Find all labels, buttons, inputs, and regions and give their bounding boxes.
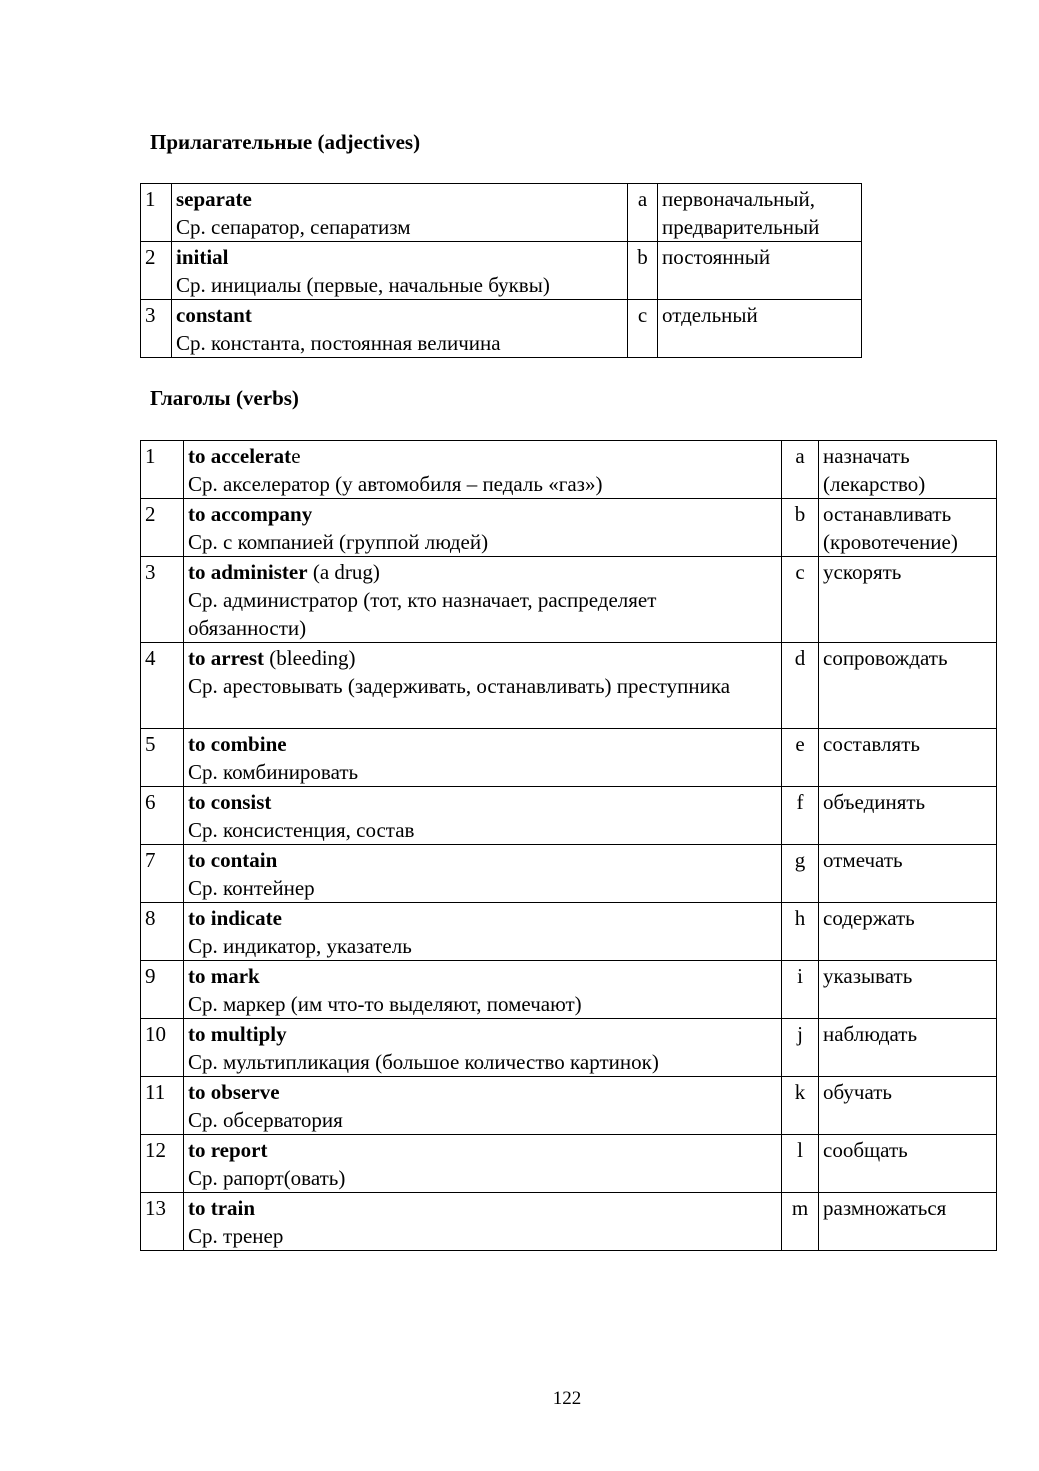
term-cell [172,300,628,358]
term-word: to combine [188,732,287,756]
table-row [141,300,862,358]
table-row [141,441,997,499]
row-number: 8 [141,903,184,961]
term-word: to administer [188,560,308,584]
table-row [141,845,997,903]
cognate-note: Ср. комбинировать [188,760,359,784]
table-row [141,961,997,1019]
cognate-note: Ср. контейнер [188,876,315,900]
translation-cell: сопровождать [819,643,997,729]
term-word: to accelerat [188,444,292,468]
cognate-note: Ср. с компанией (группой людей) [188,530,489,554]
translation-cell: первоначальный, предварительный [658,184,862,242]
row-number: 4 [141,643,184,729]
answer-letter: b [782,499,819,557]
row-number: 1 [141,441,184,499]
term-word: initial [176,245,229,269]
term-cell [184,557,782,643]
translation-cell: постоянный [658,242,862,300]
translation-cell: назначать (лекарство) [819,441,997,499]
term-word: constant [176,303,252,327]
table-row [141,499,997,557]
term-cell [184,643,782,729]
table-row [141,729,997,787]
adjectives-heading: Прилагательные (adjectives) [150,130,421,154]
answer-letter: c [628,300,658,358]
row-number: 3 [141,300,172,358]
verbs-heading: Глаголы (verbs) [150,386,299,410]
adjectives-table [140,183,862,358]
row-number: 12 [141,1135,184,1193]
row-number: 6 [141,787,184,845]
term-word: to consist [188,790,272,814]
row-number: 7 [141,845,184,903]
term-word: to accompany [188,502,313,526]
term-note: (bleeding) [264,646,356,670]
table-row [141,643,997,729]
cognate-note: Ср. константа, постоянная величина [176,331,501,355]
cognate-note: Ср. индикатор, указатель [188,934,412,958]
row-number: 5 [141,729,184,787]
translation-cell: указывать [819,961,997,1019]
table-row [141,1193,997,1251]
table-row [141,184,862,242]
row-number: 3 [141,557,184,643]
cognate-note: Ср. маркер (им что-то выделяют, помечают) [188,992,582,1016]
cognate-note: Ср. мультипликация (большое количество картинок) [188,1050,659,1074]
cognate-note: Ср. тренер [188,1224,284,1248]
term-cell [184,787,782,845]
answer-letter: i [782,961,819,1019]
translation-cell: содержать [819,903,997,961]
term-cell [184,1135,782,1193]
cognate-note: Ср. рапорт(овать) [188,1166,346,1190]
answer-letter: k [782,1077,819,1135]
translation-cell: отдельный [658,300,862,358]
term-word: to multiply [188,1022,287,1046]
table-row [141,557,997,643]
term-cell [184,845,782,903]
table-row [141,903,997,961]
answer-letter: j [782,1019,819,1077]
term-word: to report [188,1138,268,1162]
term-cell [184,1193,782,1251]
translation-cell: ускорять [819,557,997,643]
term-word: to observe [188,1080,280,1104]
term-note: (a drug) [307,560,380,584]
verbs-table-body [141,441,997,1251]
table-row [141,242,862,300]
term-cell [172,184,628,242]
cognate-note: Ср. инициалы (первые, начальные буквы) [176,273,550,297]
term-word: separate [176,187,252,211]
translation-cell: наблюдать [819,1019,997,1077]
row-number: 11 [141,1077,184,1135]
term-cell [184,499,782,557]
page-number: 122 [552,1388,582,1409]
term-cell [184,1019,782,1077]
answer-letter: a [628,184,658,242]
table-row [141,1077,997,1135]
row-number: 13 [141,1193,184,1251]
verbs-table [140,440,997,1251]
term-word: to contain [188,848,278,872]
translation-cell: сообщать [819,1135,997,1193]
term-cell [184,961,782,1019]
answer-letter: l [782,1135,819,1193]
cognate-note: Ср. акселератор (у автомобиля – педаль «газ») [188,472,603,496]
table-row [141,1019,997,1077]
translation-cell: составлять [819,729,997,787]
answer-letter: h [782,903,819,961]
term-word: to mark [188,964,260,988]
term-word: to indicate [188,906,282,930]
answer-letter: a [782,441,819,499]
term-note: e [291,444,301,468]
translation-cell: отмечать [819,845,997,903]
term-cell [184,903,782,961]
cognate-note: Ср. сепаратор, сепаратизм [176,215,411,239]
translation-cell: останавливать (кровотечение) [819,499,997,557]
answer-letter: e [782,729,819,787]
row-number: 10 [141,1019,184,1077]
term-cell [184,729,782,787]
translation-cell: объединять [819,787,997,845]
row-number: 2 [141,499,184,557]
cognate-note: Ср. администратор (тот, кто назначает, распределяет обязанности) [188,588,657,640]
answer-letter: m [782,1193,819,1251]
term-cell [184,1077,782,1135]
term-cell [172,242,628,300]
answer-letter: b [628,242,658,300]
translation-cell: обучать [819,1077,997,1135]
adjectives-table-body [141,184,862,358]
table-row [141,787,997,845]
term-cell [184,441,782,499]
answer-letter: d [782,643,819,729]
answer-letter: g [782,845,819,903]
answer-letter: c [782,557,819,643]
row-number: 9 [141,961,184,1019]
translation-cell: размножаться [819,1193,997,1251]
cognate-note: Ср. консистенция, состав [188,818,415,842]
table-row [141,1135,997,1193]
cognate-note: Ср. арестовывать (задерживать, останавливать) преступника [188,674,731,698]
term-word: to arrest [188,646,264,670]
term-word: to train [188,1196,256,1220]
row-number: 1 [141,184,172,242]
answer-letter: f [782,787,819,845]
cognate-note: Ср. обсерватория [188,1108,343,1132]
row-number: 2 [141,242,172,300]
